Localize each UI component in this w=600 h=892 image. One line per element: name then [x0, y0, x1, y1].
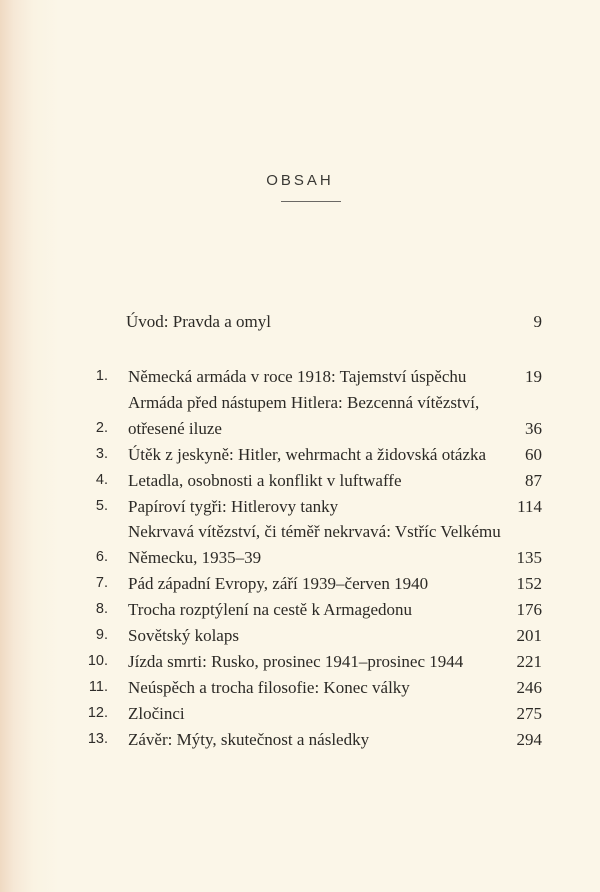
chapter-title-line: Zločinci	[128, 703, 185, 723]
chapter-title-line: Nekrvavá vítězství, či téměř nekrvavá: Vstříc Velkému	[128, 522, 501, 542]
chapter-number: 11.	[88, 678, 108, 695]
page-heading: OBSAH	[266, 172, 334, 189]
chapter-title-line: Německá armáda v roce 1918: Tajemství úspěchu	[128, 367, 467, 386]
chapter-number: 13.	[87, 730, 108, 747]
toc-entry	[80, 675, 542, 701]
chapter-page-number: 87	[525, 470, 542, 490]
chapter-page-number: 19	[525, 367, 542, 386]
chapter-number: 5.	[95, 497, 108, 514]
chapter-title-line: Německu, 1935–39	[128, 548, 262, 568]
toc-entry	[80, 442, 542, 468]
chapter-title	[128, 442, 502, 468]
chapter-title-line: Závěr: Mýty, skutečnost a následky	[128, 729, 370, 749]
chapter-title-line: Pád západní Evropy, září 1939–červen 1940	[128, 574, 429, 594]
chapter-page-number: 201	[516, 626, 542, 646]
chapter-page-number: 294	[516, 729, 542, 749]
toc-entry	[80, 364, 542, 390]
heading-divider	[281, 201, 341, 202]
chapter-title-line: otřesené iluze	[128, 418, 222, 438]
chapter-page-number: 246	[516, 677, 542, 697]
chapter-number: 9.	[95, 627, 108, 644]
toc-entry	[80, 623, 542, 649]
chapter-title	[128, 675, 502, 701]
chapter-number: 7.	[95, 575, 108, 592]
chapter-title-line: Armáda před nástupem Hitlera: Bezcenná vítězství,	[128, 392, 480, 412]
chapter-title-line: Papíroví tygři: Hitlerovy tanky	[128, 496, 339, 516]
toc-entry	[80, 649, 542, 675]
chapter-title	[128, 468, 502, 494]
chapter-title-line: Neúspěch a trocha filosofie: Konec války	[128, 677, 410, 697]
toc-intro-entry	[126, 311, 542, 333]
chapter-page-number: 36	[525, 418, 542, 438]
toc-entry	[80, 597, 542, 623]
toc-entry	[80, 494, 542, 520]
chapter-page-number: 221	[516, 651, 542, 671]
chapter-page-number: 135	[516, 548, 542, 568]
chapter-page-number: 176	[516, 600, 542, 620]
chapter-number: 10.	[87, 652, 108, 669]
table-of-contents	[80, 364, 542, 753]
chapter-number: 8.	[95, 601, 108, 618]
intro-page-number: 9	[533, 312, 542, 331]
chapter-title	[128, 701, 502, 727]
chapter-page-number: 60	[525, 444, 542, 464]
chapter-title-line: Trocha rozptýlení na cestě k Armagedonu	[128, 600, 413, 620]
chapter-title-line: Sovětský kolaps	[128, 626, 239, 646]
chapter-number: 12.	[87, 704, 108, 721]
chapter-title-line: Útěk z jeskyně: Hitler, wehrmacht a židovská otázka	[128, 444, 487, 464]
chapter-title	[128, 649, 502, 675]
toc-entry	[80, 727, 542, 753]
chapter-title	[128, 597, 502, 623]
chapter-number: 4.	[95, 471, 108, 488]
chapter-title	[128, 519, 502, 571]
chapter-title	[128, 494, 502, 520]
chapter-title	[128, 623, 502, 649]
chapter-number: 2.	[95, 419, 108, 436]
toc-entry	[80, 519, 542, 571]
intro-title: Úvod: Pravda a omyl	[126, 312, 271, 331]
chapter-page-number: 152	[516, 574, 542, 594]
chapter-number: 3.	[95, 445, 108, 462]
chapter-title	[128, 727, 502, 753]
toc-entry	[80, 468, 542, 494]
chapter-page-number: 114	[517, 496, 542, 516]
toc-entry	[80, 390, 542, 442]
chapter-title-line: Jízda smrti: Rusko, prosinec 1941–prosinec 1944	[128, 651, 464, 671]
chapter-title-line: Letadla, osobnosti a konflikt v luftwaffe	[128, 470, 402, 490]
chapter-title	[128, 390, 502, 442]
chapter-title	[128, 571, 502, 597]
chapter-number: 1.	[95, 368, 108, 384]
chapter-title	[128, 364, 502, 390]
chapter-number: 6.	[95, 549, 108, 566]
chapter-page-number: 275	[516, 703, 542, 723]
toc-entry	[80, 701, 542, 727]
toc-entry	[80, 571, 542, 597]
